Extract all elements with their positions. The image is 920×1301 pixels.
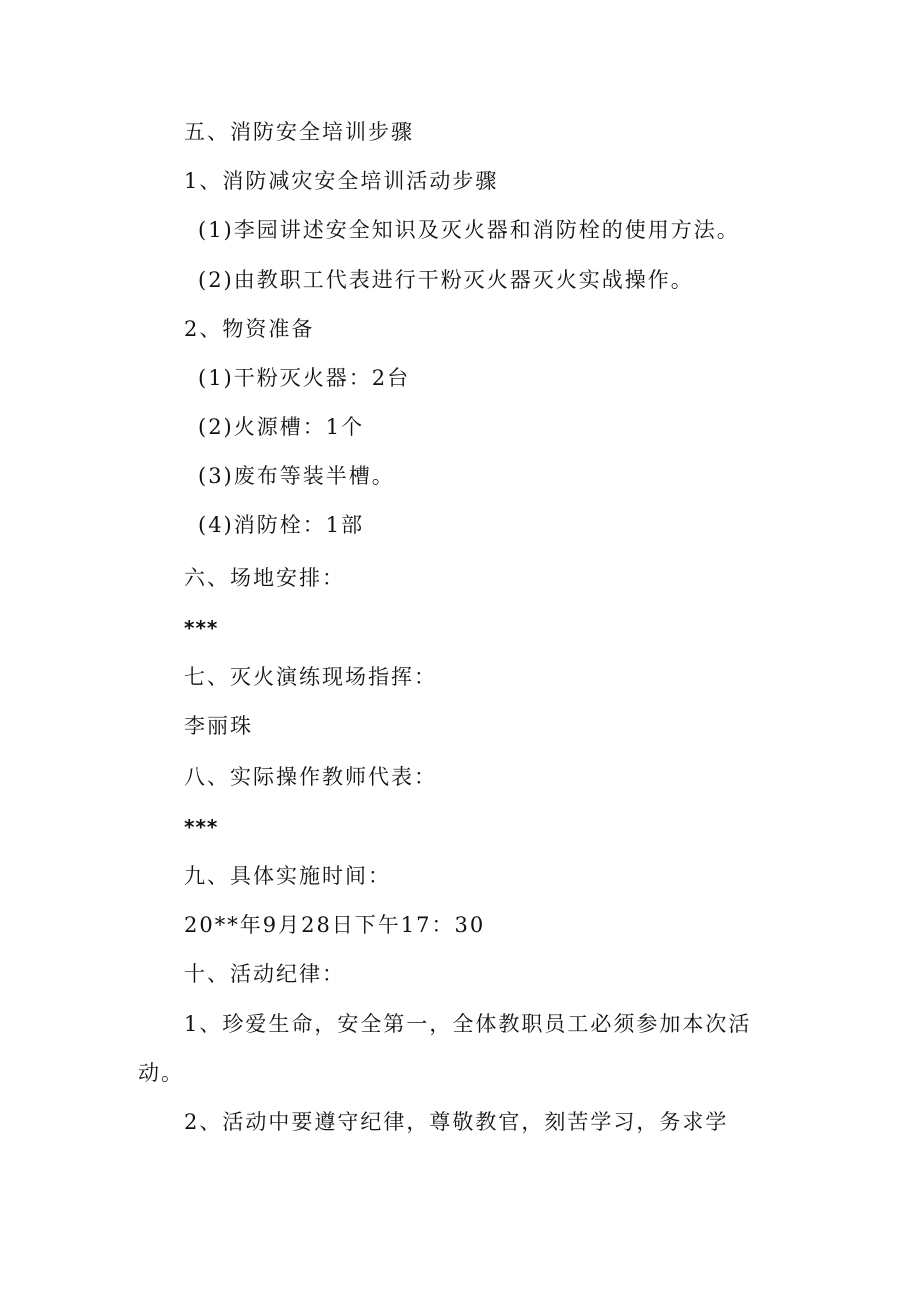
section-heading-10: 十、活动纪律： — [184, 962, 345, 986]
section-heading-9: 九、具体实施时间： — [184, 864, 391, 888]
list-item: (4)消防栓：1部 — [198, 513, 365, 537]
subsection-heading: 1、消防减灾安全培训活动步骤 — [184, 169, 499, 193]
list-item: (2)由教职工代表进行干粉灭火器灭火实战操作。 — [198, 268, 694, 292]
list-item: (1)李园讲述安全知识及灭火器和消防栓的使用方法。 — [198, 218, 740, 242]
section-heading-7: 七、灭火演练现场指挥： — [184, 665, 437, 689]
list-item: (1)干粉灭火器：2台 — [198, 366, 411, 390]
body-text: 李丽珠 — [184, 714, 253, 738]
placeholder-text: *** — [184, 616, 219, 640]
section-heading-6: 六、场地安排： — [184, 566, 345, 590]
paragraph-line: 动。 — [138, 1061, 184, 1085]
body-text: 20**年9月28日下午17：30 — [184, 913, 486, 937]
list-item: (3)废布等装半槽。 — [198, 464, 395, 488]
placeholder-text: *** — [184, 815, 219, 839]
section-heading-8: 八、实际操作教师代表： — [184, 765, 437, 789]
subsection-heading: 2、物资准备 — [184, 317, 315, 341]
paragraph-line: 2、活动中要遵守纪律，尊敬教官，刻苦学习，务求学 — [184, 1110, 729, 1134]
section-heading-5: 五、消防安全培训步骤 — [184, 120, 414, 144]
paragraph-line: 1、珍爱生命，安全第一，全体教职员工必须参加本次活 — [184, 1012, 752, 1036]
list-item: (2)火源槽：1个 — [198, 415, 365, 439]
